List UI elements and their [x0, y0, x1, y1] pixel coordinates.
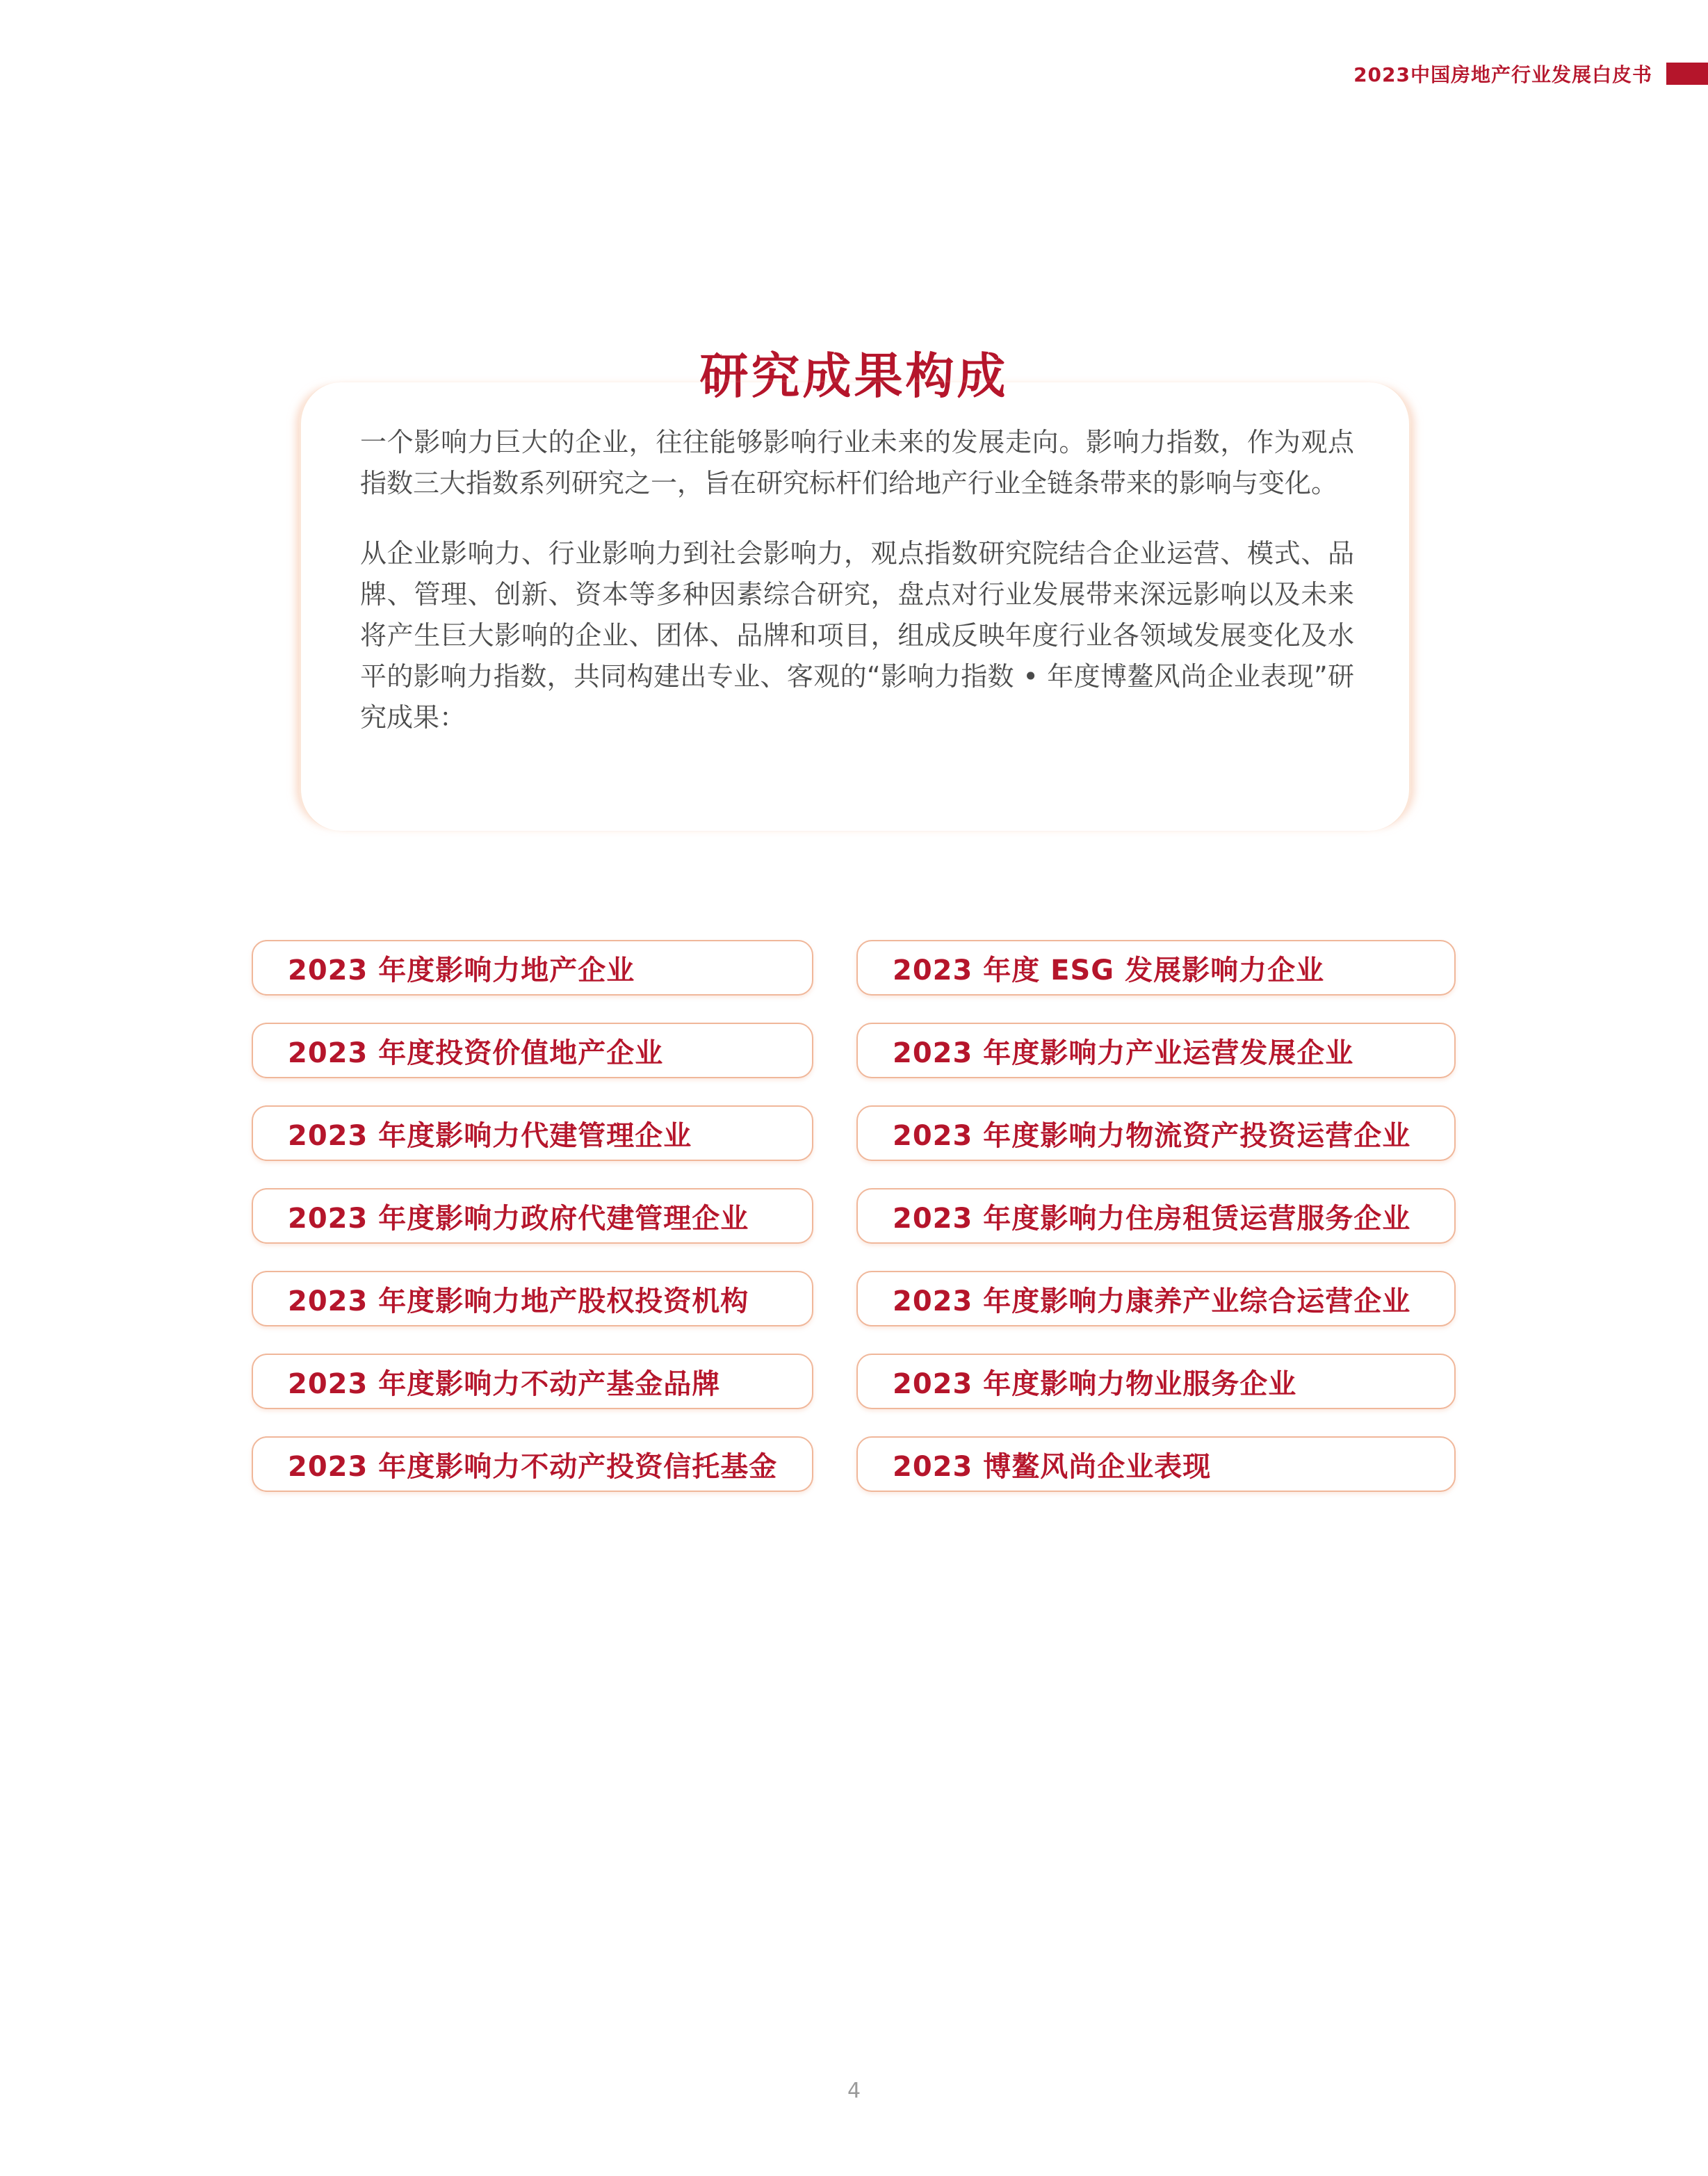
result-item: 2023 年度影响力政府代建管理企业 [252, 1188, 813, 1244]
result-item: 2023 年度影响力物流资产投资运营企业 [856, 1105, 1456, 1161]
result-item: 2023 年度影响力不动产投资信托基金 [252, 1436, 813, 1492]
result-item: 2023 年度投资价值地产企业 [252, 1023, 813, 1078]
result-item: 2023 年度影响力产业运营发展企业 [856, 1023, 1456, 1078]
result-item: 2023 年度影响力地产股权投资机构 [252, 1271, 813, 1326]
page-title: 研究成果构成 [699, 347, 1009, 405]
result-item: 2023 年度影响力住房租赁运营服务企业 [856, 1188, 1456, 1244]
result-item: 2023 年度影响力不动产基金品牌 [252, 1354, 813, 1409]
results-list [252, 940, 1456, 1492]
header-accent-bar [1666, 63, 1708, 85]
intro-paragraph-2: 从企业影响力、行业影响力到社会影响力，观点指数研究院结合企业运营、模式、品牌、管理、创新、资本等多种因素综合研究，盘点对行业发展带来深远影响以及未来将产生巨大影响的企业、团体、品牌和项目，组成反映年度行业各领域发展变化及水平的影响力指数，共同构建出专业、客观的“影响力指数 • 年度博鳌风尚企业表现”研究成果： [360, 538, 1354, 733]
intro-section [360, 422, 1354, 768]
result-item: 2023 年度影响力地产企业 [252, 940, 813, 996]
page-number: 4 [847, 2079, 861, 2103]
intro-paragraph-1: 一个影响力巨大的企业，往往能够影响行业未来的发展走向。影响力指数，作为观点指数三大指数系列研究之一，旨在研究标杆们给地产行业全链条带来的影响与变化。 [360, 427, 1354, 498]
result-item: 2023 博鳌风尚企业表现 [856, 1436, 1456, 1492]
result-item: 2023 年度影响力康养产业综合运营企业 [856, 1271, 1456, 1326]
result-item: 2023 年度影响力物业服务企业 [856, 1354, 1456, 1409]
document-header-title: 2023中国房地产行业发展白皮书 [1353, 63, 1652, 86]
result-item: 2023 年度 ESG 发展影响力企业 [856, 940, 1456, 996]
result-item: 2023 年度影响力代建管理企业 [252, 1105, 813, 1161]
